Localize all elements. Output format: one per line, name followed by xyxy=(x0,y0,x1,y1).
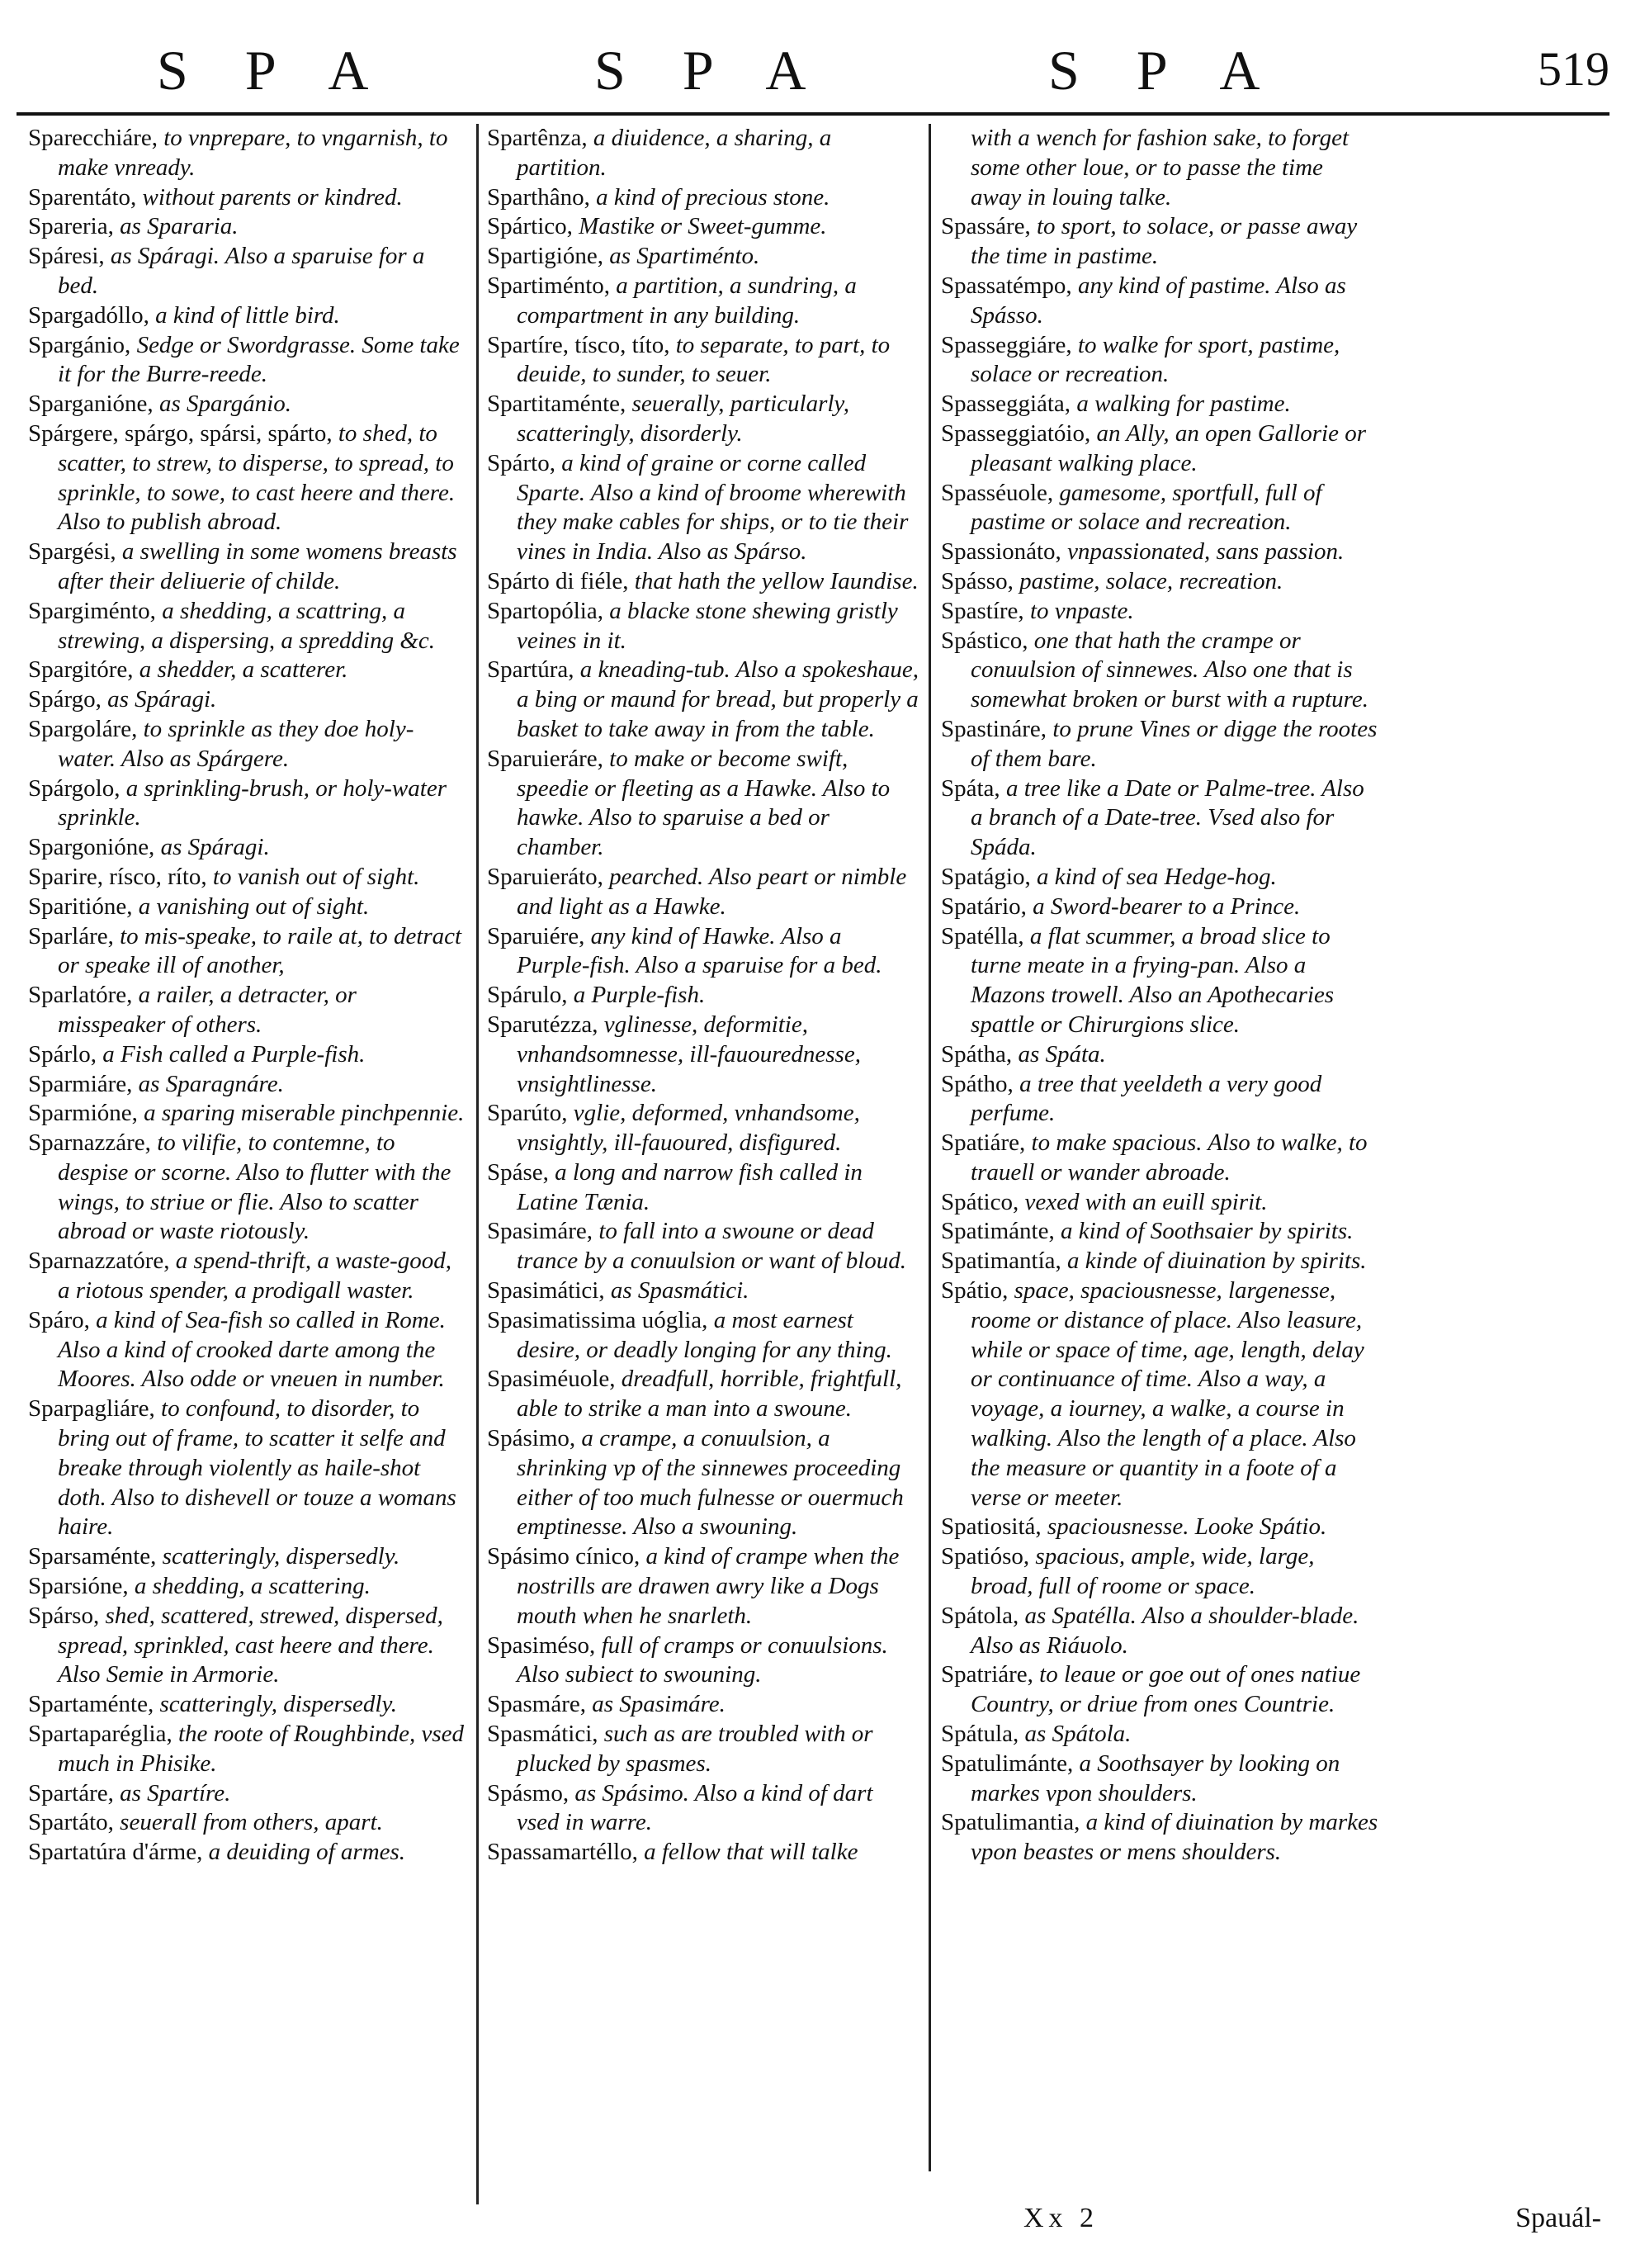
dictionary-entry xyxy=(487,1424,920,1542)
dictionary-entry xyxy=(487,1720,920,1779)
definition: to mis-speake, to raile at, to detract or speake ill of another, xyxy=(58,922,462,979)
dictionary-entry xyxy=(487,922,920,982)
definition: a Fish called a Purple-fish. xyxy=(96,1040,366,1068)
headword: Spatimánte, xyxy=(941,1218,1055,1245)
dictionary-entry xyxy=(28,242,466,301)
dictionary-entry xyxy=(487,1365,920,1424)
headword: Spartiménto, xyxy=(487,272,611,299)
definition: Mastike or Sweet-gumme. xyxy=(572,213,827,240)
headword: Spátho, xyxy=(941,1070,1014,1097)
definition: as Spásimo. Also a kind of dart vsed in warre. xyxy=(517,1779,873,1836)
dictionary-entry xyxy=(28,893,466,922)
dictionary-entry xyxy=(487,449,920,567)
headword: Spargadóllo, xyxy=(28,301,149,329)
headword: Spargitóre, xyxy=(28,656,134,684)
definition: to shed, to scatter, to strew, to disperse, to spread, to sprinkle, to sowe, to cast heere and there. Also to publish abroad. xyxy=(58,419,456,536)
headword: Spatélla, xyxy=(941,922,1024,949)
headword: Spartopólia, xyxy=(487,597,603,624)
dictionary-entry xyxy=(487,1779,920,1839)
page-number: 519 xyxy=(1538,42,1609,96)
definition: a deuiding of armes. xyxy=(202,1839,406,1866)
definition: as Spasmátici. xyxy=(604,1277,749,1304)
dictionary-entry xyxy=(28,301,466,331)
dictionary-entry xyxy=(941,1602,1378,1661)
dictionary-entry xyxy=(487,183,920,213)
definition: pearched. Also peart or nimble and light as a Hawke. xyxy=(517,863,907,920)
definition: shed, scattered, strewed, dispersed, spread, sprinkled, cast heere and there. Also Semie in Armorie. xyxy=(58,1602,443,1688)
definition: such as are troubled with or plucked by spasmes. xyxy=(517,1721,873,1777)
headword: Spastináre, xyxy=(941,715,1047,742)
dictionary-entry xyxy=(28,419,466,537)
definition: a sprinkling-brush, or holy-water sprinkle. xyxy=(58,774,447,831)
dictionary-entry xyxy=(487,212,920,242)
dictionary-entry xyxy=(487,1099,920,1158)
definition: as Spararia. xyxy=(113,213,239,240)
headword: Spásmo, xyxy=(487,1779,570,1806)
dictionary-entry xyxy=(28,774,466,834)
headword: Spasiméso, xyxy=(487,1631,596,1659)
headword: Spassamartéllo, xyxy=(487,1839,638,1866)
definition: a vanishing out of sight. xyxy=(132,893,370,920)
dictionary-entry xyxy=(487,242,920,272)
definition: a long and narrow fish called in Latine Tænia. xyxy=(517,1158,863,1215)
definition: as Spartiménto. xyxy=(603,243,760,270)
dictionary-entry xyxy=(28,212,466,242)
definition: as Spáragi. xyxy=(101,686,217,713)
definition: spacious, ample, wide, large, broad, full of roome or space. xyxy=(971,1543,1315,1600)
dictionary-entry xyxy=(487,981,920,1011)
dictionary-entry xyxy=(941,479,1378,538)
dictionary-entry xyxy=(941,272,1378,331)
dictionary-entry xyxy=(941,893,1378,922)
headword: Spassatémpo, xyxy=(941,272,1072,299)
dictionary-entry xyxy=(941,1720,1378,1750)
headword: Spásimo cínico, xyxy=(487,1543,640,1570)
definition: a spend-thrift, a waste-good, a riotous spender, a prodigall waster. xyxy=(58,1248,452,1304)
headword: Spárto di fiéle, xyxy=(487,567,629,594)
headword: Sparláre, xyxy=(28,922,114,949)
headword: Spátio, xyxy=(941,1277,1009,1304)
definition: as Spasimáre. xyxy=(586,1691,726,1718)
headword: Spargánio, xyxy=(28,331,131,358)
headword: Spartíre, tísco, títo, xyxy=(487,331,670,358)
column-3 xyxy=(941,124,1378,2204)
headword: Sparthâno, xyxy=(487,183,590,211)
headword: Spasimátici, xyxy=(487,1277,605,1304)
headword: Spasseggiáre, xyxy=(941,331,1072,358)
dictionary-entry xyxy=(28,1602,466,1690)
definition: a shedding, a scattering. xyxy=(128,1573,371,1600)
headword: Spasseggiatóio, xyxy=(941,419,1091,447)
dictionary-entry xyxy=(28,183,466,213)
definition: a diuidence, a sharing, a partition. xyxy=(517,125,832,181)
dictionary-entry xyxy=(941,1247,1378,1276)
definition: full of cramps or conuulsions. Also subiect to swouning. xyxy=(517,1631,888,1688)
headword: Spartitaménte, xyxy=(487,391,626,418)
signature-mark: Xx 2 xyxy=(1023,2203,1099,2233)
definition: a Sword-bearer to a Prince. xyxy=(1026,893,1301,920)
dictionary-entry xyxy=(28,1394,466,1542)
headword: Spatióso, xyxy=(941,1543,1030,1570)
headword: Spatiositá, xyxy=(941,1513,1042,1541)
definition: a kind of graine or corne called Sparte. Also a kind of broome wherewith they make cables for ships, or to tie their vines in India. Also as Spárso. xyxy=(517,449,909,566)
header-right: S P A xyxy=(1048,39,1282,102)
headword: Spasiméuole, xyxy=(487,1366,616,1393)
headword: Sparganióne, xyxy=(28,391,154,418)
column-1 xyxy=(28,124,466,2204)
dictionary-entry xyxy=(941,774,1378,863)
definition: a sparing miserable pinchpennie. xyxy=(137,1100,465,1127)
dictionary-entry xyxy=(941,627,1378,715)
dictionary-entry xyxy=(487,272,920,331)
dictionary-entry xyxy=(28,1070,466,1100)
definition: a kind of Soothsaier by spirits. xyxy=(1054,1218,1354,1245)
definition: a flat scummer, a broad slice to turne meate in a frying-pan. Also a Mazons trowell. Also an Apothecaries spattle or Chirurgions slice. xyxy=(971,922,1335,1038)
header-rule xyxy=(17,112,1609,116)
definition: to separate, to part, to deuide, to sunder, to seuer. xyxy=(517,331,891,388)
dictionary-entry xyxy=(28,1808,466,1838)
definition: a kind of precious stone. xyxy=(589,183,830,211)
definition: a shedder, a scatterer. xyxy=(133,656,348,684)
dictionary-entry xyxy=(487,1306,920,1366)
definition: as Spáragi. xyxy=(154,834,270,861)
dictionary-entry xyxy=(28,863,466,893)
dictionary-entry xyxy=(28,1099,466,1129)
definition: to sprinkle as they doe holy-water. Also as Spárgere. xyxy=(58,715,414,772)
dictionary-entry xyxy=(487,656,920,744)
headword: Sparsióne, xyxy=(28,1573,129,1600)
column-divider-2 xyxy=(929,124,931,2171)
definition: to walke for sport, pastime, solace or recreation. xyxy=(971,331,1340,388)
dictionary-entry xyxy=(941,597,1378,627)
dictionary-entry xyxy=(941,124,1378,212)
column-divider-1 xyxy=(476,124,479,2204)
definition: as Spáragi. Also a sparuise for a bed. xyxy=(58,243,425,299)
headword: Spartaparéglia, xyxy=(28,1721,173,1748)
definition: a Purple-fish. xyxy=(567,982,706,1009)
dictionary-entry xyxy=(487,1838,920,1868)
definition: a fellow that will talke xyxy=(637,1839,858,1866)
dictionary-entry xyxy=(487,1276,920,1306)
headword: Spárgo, xyxy=(28,686,102,713)
dictionary-entry xyxy=(941,922,1378,1040)
headword: Spartênza, xyxy=(487,125,588,151)
dictionary-entry xyxy=(941,331,1378,391)
dictionary-entry xyxy=(28,685,466,715)
dictionary-entry xyxy=(28,1779,466,1809)
dictionary-entry xyxy=(941,1276,1378,1513)
headword: Spargési, xyxy=(28,538,116,566)
dictionary-entry xyxy=(941,390,1378,419)
definition: a most earnest desire, or deadly longing for any thing. xyxy=(517,1306,892,1363)
headword: Spatulimantia, xyxy=(941,1809,1080,1836)
headword: Spasmáre, xyxy=(487,1691,586,1718)
headword: Sparire, rísco, ríto, xyxy=(28,863,207,890)
definition: a swelling in some womens breasts after their deliuerie of childe. xyxy=(58,538,457,594)
headword: Spátula, xyxy=(941,1721,1019,1748)
definition: scatteringly, dispersedly. xyxy=(156,1543,400,1570)
dictionary-entry xyxy=(941,1040,1378,1070)
headword: Spárulo, xyxy=(487,982,568,1009)
headword: Sparmiáre, xyxy=(28,1070,133,1097)
running-header xyxy=(17,30,1609,112)
catchword: Spauál- xyxy=(1515,2203,1601,2233)
definition: vglinesse, deformitie, vnhandsomnesse, ill-fauourednesse, vnsightlinesse. xyxy=(517,1011,861,1097)
definition: any kind of Hawke. Also a Purple-fish. Also a sparuise for a bed. xyxy=(517,922,882,979)
definition: Sedge or Swordgrasse. Some take it for the Burre-reede. xyxy=(58,331,460,388)
headword: Spassionáto, xyxy=(941,538,1061,566)
definition: as Spáta. xyxy=(1012,1040,1106,1068)
definition: the roote of Roughbinde, vsed much in Phisike. xyxy=(58,1721,465,1777)
page-footer xyxy=(1023,2203,1601,2244)
headword: Spáta, xyxy=(941,774,1000,802)
definition: to vanish out of sight. xyxy=(206,863,420,890)
dictionary-entry xyxy=(28,1690,466,1720)
dictionary-entry xyxy=(941,1513,1378,1542)
definition: vnpassionated, sans passion. xyxy=(1061,538,1345,566)
definition: scatteringly, dispersedly. xyxy=(154,1691,398,1718)
headword: Spastíre, xyxy=(941,597,1024,624)
headword: Sparitióne, xyxy=(28,893,133,920)
headword: Spatágio, xyxy=(941,863,1031,890)
dictionary-entry xyxy=(487,390,920,449)
headword: Sparlatóre, xyxy=(28,982,133,1009)
headword: Spasseggiáta, xyxy=(941,391,1071,418)
dictionary-entry xyxy=(28,1572,466,1602)
dictionary-entry xyxy=(941,1217,1378,1247)
definition: gamesome, sportfull, full of pastime or solace and recreation. xyxy=(971,479,1322,536)
dictionary-entry xyxy=(941,1750,1378,1809)
headword: Sparuieráto, xyxy=(487,863,603,890)
definition: a tree like a Date or Palme-tree. Also a branch of a Date-tree. Vsed also for Spáda. xyxy=(971,774,1364,861)
dictionary-entry xyxy=(941,1188,1378,1218)
definition: a kind of little bird. xyxy=(149,301,340,329)
dictionary-entry xyxy=(941,537,1378,567)
headword: Spartigióne, xyxy=(487,243,603,270)
dictionary-entry xyxy=(28,656,466,685)
dictionary-entry xyxy=(941,1542,1378,1602)
headword: Spáse, xyxy=(487,1158,549,1186)
headword: Spático, xyxy=(941,1188,1019,1215)
dictionary-entry xyxy=(28,981,466,1040)
dictionary-entry xyxy=(28,715,466,774)
headword: Spárgere, spárgo, spársi, spárto, xyxy=(28,419,333,447)
definition: a shedding, a scattring, a strewing, a dispersing, a spredding &c. xyxy=(58,597,436,654)
dictionary-entry xyxy=(941,1660,1378,1720)
headword: Spatimantía, xyxy=(941,1248,1061,1275)
headword: Sparutézza, xyxy=(487,1011,598,1038)
definition: a kind of diuination by markes vpon beastes or mens shoulders. xyxy=(971,1809,1378,1866)
headword: Sparuieráre, xyxy=(487,745,603,772)
headword: Spargonióne, xyxy=(28,834,155,861)
headword: Sparuiére, xyxy=(487,922,585,949)
headword: Spartatúra d'árme, xyxy=(28,1839,203,1866)
dictionary-entry xyxy=(28,597,466,656)
headword: Spasimáre, xyxy=(487,1218,593,1245)
definition: to fall into a swoune or dead trance by a conuulsion or want of bloud. xyxy=(517,1218,907,1275)
dictionary-entry xyxy=(487,1690,920,1720)
headword: Spárlo, xyxy=(28,1040,97,1068)
headword: Spargoláre, xyxy=(28,715,138,742)
headword: Spátha, xyxy=(941,1040,1013,1068)
definition: a kind of Sea-fish so called in Rome. Also a kind of crooked darte among the Moores. Also odde or vneuen in number. xyxy=(58,1306,446,1393)
headword: Sparúto, xyxy=(487,1100,568,1127)
definition: pastime, solace, recreation. xyxy=(1013,567,1283,594)
definition: a tree that yeeldeth a very good perfume. xyxy=(971,1070,1322,1127)
definition: without parents or kindred. xyxy=(136,183,403,211)
dictionary-entry xyxy=(487,124,920,183)
definition: to prune Vines or digge the rootes of them bare. xyxy=(971,715,1378,772)
header-left: S P A xyxy=(157,39,390,102)
definition: dreadfull, horrible, frightfull, able to strike a man into a swoune. xyxy=(517,1366,902,1423)
dictionary-entry xyxy=(487,1217,920,1276)
headword: Sparsaménte, xyxy=(28,1543,157,1570)
headword: Sparentáto, xyxy=(28,183,137,211)
dictionary-entry xyxy=(28,537,466,597)
dictionary-entry xyxy=(941,567,1378,597)
headword: Spárso, xyxy=(28,1602,100,1629)
definition: seuerally, particularly, scatteringly, disorderly. xyxy=(517,391,849,447)
definition: to make spacious. Also to walke, to trauell or wander abroade. xyxy=(971,1129,1368,1186)
dictionary-entry xyxy=(28,833,466,863)
dictionary-entry xyxy=(28,124,466,183)
headword: Spárgolo, xyxy=(28,774,121,802)
dictionary-entry xyxy=(487,745,920,863)
dictionary-entry xyxy=(487,1158,920,1218)
headword: Spástico, xyxy=(941,627,1028,654)
definition: space, spaciousnesse, largenesse, roome or distance of place. Also leasure, while or space of time, age, length, delay or continuance of time. Also a way, a voyage, a iourney, a walke, a course in walking. Also the length of a place. Also the measure or quantity in a foote of a verse or meeter. xyxy=(971,1277,1364,1511)
dictionary-entry xyxy=(28,1542,466,1572)
headword: Spártico, xyxy=(487,213,573,240)
dictionary-entry xyxy=(487,1542,920,1631)
definition: to confound, to disorder, to bring out of frame, to scatter it selfe and breake through violently as haile-shot doth. Also to dishevell or touze a womans haire. xyxy=(58,1395,456,1541)
definition: as Sparagnáre. xyxy=(132,1070,284,1097)
definition: to sport, to solace, or passe away the time in pastime. xyxy=(971,213,1358,270)
column-2 xyxy=(487,124,920,2204)
dictionary-entry xyxy=(28,331,466,391)
definition: with a wench for fashion sake, to forget some other loue, or to passe the time away in louing talke. xyxy=(971,125,1349,211)
definition: an Ally, an open Gallorie or pleasant walking place. xyxy=(971,419,1367,476)
definition: vglie, deformed, vnhandsome, vnsightly, ill-fauoured, disfigured. xyxy=(517,1100,860,1157)
definition: a Soothsayer by looking on markes vpon shoulders. xyxy=(971,1750,1340,1806)
definition: a kneading-tub. Also a spokeshaue, a bing or maund for bread, but properly a basket to take away in from the table. xyxy=(517,656,919,742)
dictionary-entry xyxy=(28,1306,466,1394)
definition: seuerall from others, apart. xyxy=(113,1809,383,1836)
headword: Spassáre, xyxy=(941,213,1031,240)
headword: Spatriáre, xyxy=(941,1661,1033,1688)
definition: to leaue or goe out of ones natiue Country, or driue from ones Countrie. xyxy=(971,1661,1361,1718)
dictionary-entry xyxy=(28,1129,466,1247)
headword: Spásimo, xyxy=(487,1425,576,1452)
definition: to vnpaste. xyxy=(1023,597,1134,624)
dictionary-entry xyxy=(941,715,1378,774)
headword: Spatulimánte, xyxy=(941,1750,1074,1777)
definition: a walking for pastime. xyxy=(1071,391,1291,418)
dictionary-entry xyxy=(487,597,920,656)
dictionary-entry xyxy=(941,212,1378,272)
headword: Sparmióne, xyxy=(28,1100,138,1127)
definition: a crampe, a conuulsion, a shrinking vp of the sinnewes proceeding either of too much fulnesse or ouermuch emptinesse. Also a swouning. xyxy=(517,1425,904,1541)
definition: as Spatélla. Also a shoulder-blade. Also as Riáuolo. xyxy=(971,1602,1359,1659)
headword: Sparnazzatóre, xyxy=(28,1248,170,1275)
headword: Spareria, xyxy=(28,213,114,240)
definition: that hath the yellow Iaundise. xyxy=(628,567,919,594)
headword: Spargiménto, xyxy=(28,597,156,624)
dictionary-entry xyxy=(487,1631,920,1691)
definition: to vnprepare, to vngarnish, to make vnready. xyxy=(58,125,448,181)
definition: as Spátola. xyxy=(1019,1721,1132,1748)
definition: to make or become swift, speedie or fleeting as a Hawke. Also to hawke. Also to sparuise a bed or chamber. xyxy=(517,745,891,861)
headword: Spasséuole, xyxy=(941,479,1054,506)
dictionary-entry xyxy=(487,331,920,391)
header-center: S P A xyxy=(594,39,828,102)
headword: Spáresi, xyxy=(28,243,105,270)
headword: Sparpagliáre, xyxy=(28,1395,155,1423)
dictionary-entry xyxy=(487,1011,920,1099)
headword: Sparecchiáre, xyxy=(28,125,158,151)
dictionary-entry xyxy=(941,1070,1378,1129)
dictionary-entry xyxy=(28,922,466,982)
headword: Spatário, xyxy=(941,893,1027,920)
headword: Spasimatissima uóglia, xyxy=(487,1306,708,1333)
definition: spaciousnesse. Looke Spátio. xyxy=(1041,1513,1327,1541)
headword: Spárto, xyxy=(487,449,555,476)
headword: Spartaménte, xyxy=(28,1691,154,1718)
headword: Spatiáre, xyxy=(941,1129,1026,1157)
definition: a kind of crampe when the nostrills are drawen awry like a Dogs mouth when he snarleth. xyxy=(517,1543,900,1629)
dictionary-entry xyxy=(28,1040,466,1070)
definition: as Spartíre. xyxy=(113,1779,231,1806)
dictionary-entry xyxy=(941,1129,1378,1188)
dictionary-entry xyxy=(28,1247,466,1306)
definition: vexed with an euill spirit. xyxy=(1019,1188,1268,1215)
headword: Spáro, xyxy=(28,1306,90,1333)
definition: to vilifie, to contemne, to despise or scorne. Also to flutter with the wings, to striue or flie. Also to scatter abroad or waste riotously. xyxy=(58,1129,451,1245)
headword: Spartáto, xyxy=(28,1809,114,1836)
definition: as Spargánio. xyxy=(153,391,291,418)
headword: Sparnazzáre, xyxy=(28,1129,151,1157)
definition: a railer, a detracter, or misspeaker of others. xyxy=(58,982,357,1038)
headword: Spartáre, xyxy=(28,1779,114,1806)
definition: one that hath the crampe or conuulsion of sinnewes. Also one that is somewhat broken or burst with a rupture. xyxy=(971,627,1368,713)
definition: a blacke stone shewing gristly veines in it. xyxy=(517,597,898,654)
headword: Spásso, xyxy=(941,567,1014,594)
definition: a kinde of diuination by spirits. xyxy=(1061,1248,1367,1275)
dictionary-entry xyxy=(28,1838,466,1868)
definition: a partition, a sundring, a compartment in any building. xyxy=(517,272,857,329)
dictionary-entry xyxy=(487,567,920,597)
definition: a kind of sea Hedge-hog. xyxy=(1030,863,1277,890)
dictionary-entry xyxy=(487,863,920,922)
headword: Spátola, xyxy=(941,1602,1019,1629)
dictionary-entry xyxy=(941,863,1378,893)
dictionary-entry xyxy=(941,419,1378,479)
dictionary-entry xyxy=(941,1808,1378,1868)
headword: Spasmátici, xyxy=(487,1721,598,1748)
headword: Spartúra, xyxy=(487,656,574,684)
dictionary-entry xyxy=(28,1720,466,1779)
definition: any kind of pastime. Also as Spásso. xyxy=(971,272,1346,329)
dictionary-entry xyxy=(28,390,466,419)
